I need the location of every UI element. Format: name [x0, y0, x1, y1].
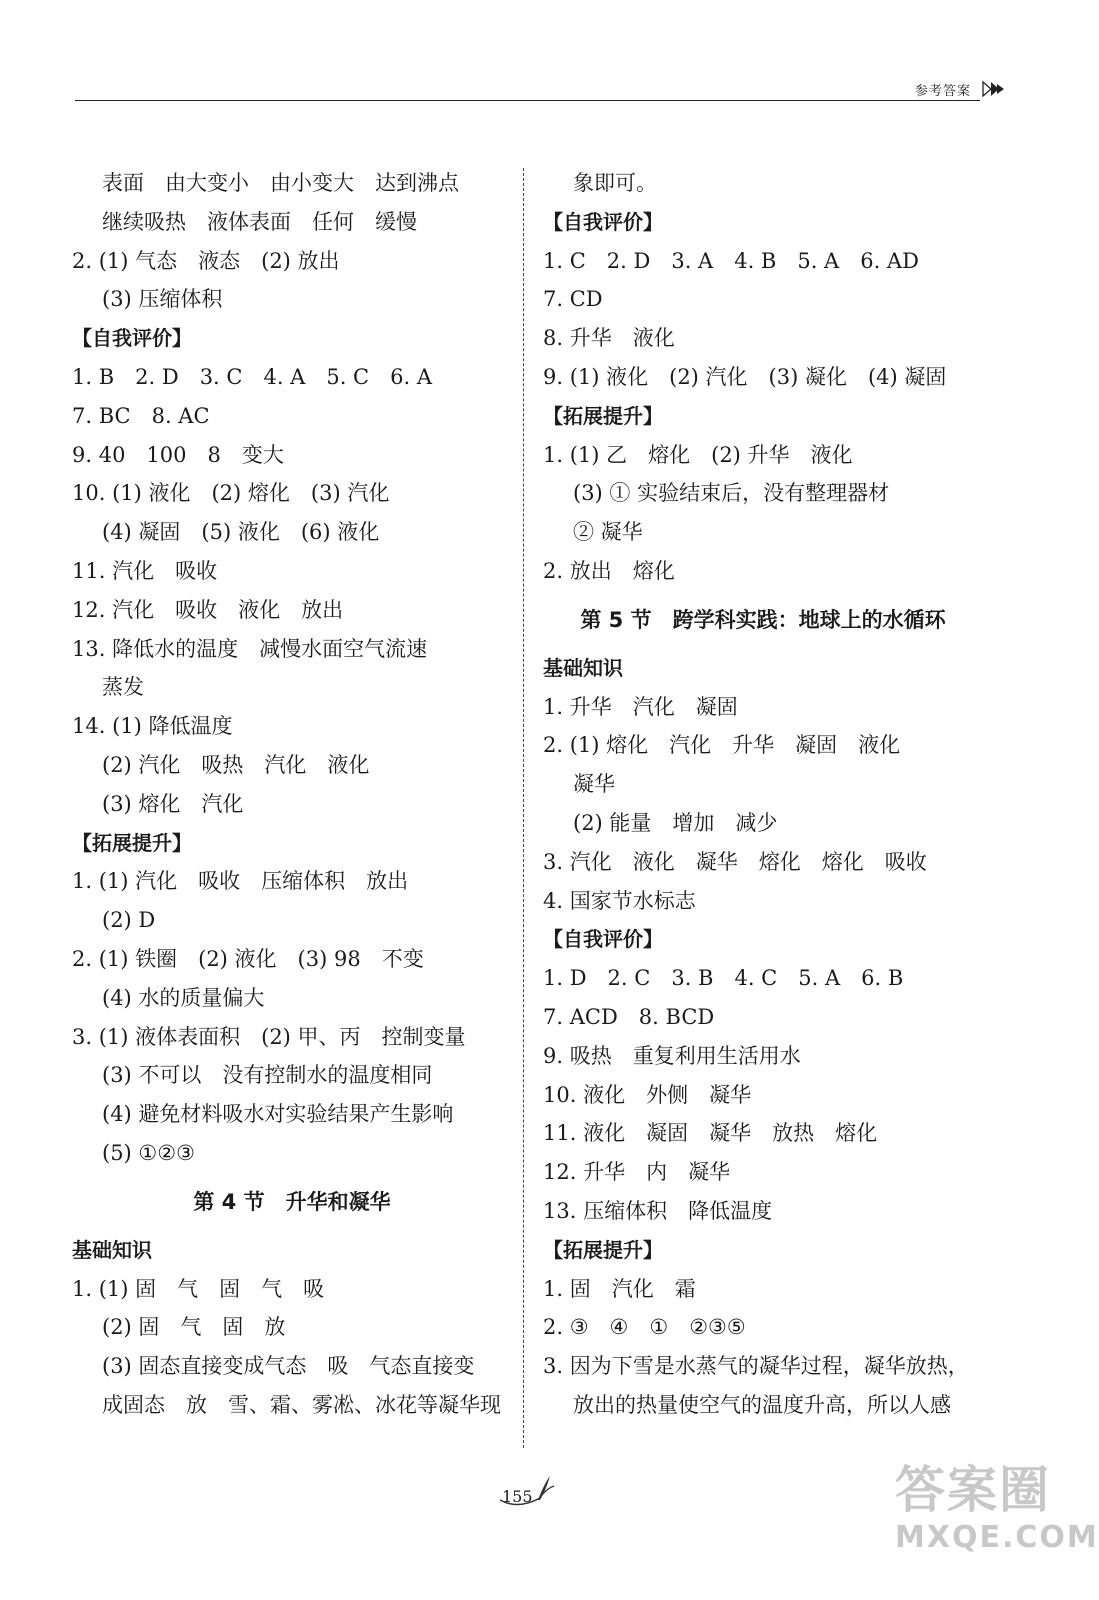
answer-line: 9. 40 100 8 变大 — [72, 442, 284, 467]
answer-line: 蒸发 — [102, 675, 144, 700]
answer-line: (3) 熔化 汽化 — [102, 791, 244, 816]
answer-line: 2. 放出 熔化 — [543, 558, 675, 583]
watermark-text: 答案圈 — [895, 1461, 1051, 1519]
answer-line: 2. (1) 熔化 汽化 升华 凝固 液化 — [543, 733, 901, 758]
answer-line: 继续吸热 液体表面 任何 缓慢 — [102, 209, 417, 234]
category-heading: 【拓展提升】 — [543, 1237, 663, 1262]
header-rule — [75, 100, 980, 101]
answer-line: 10. (1) 液化 (2) 熔化 (3) 汽化 — [72, 481, 390, 506]
answer-line: 1. (1) 乙 熔化 (2) 升华 液化 — [543, 442, 853, 467]
answer-line: 1. 固 汽化 霜 — [543, 1276, 696, 1301]
answer-line: (2) D — [102, 908, 156, 933]
answer-line: 2. (1) 铁圈 (2) 液化 (3) 98 不变 — [72, 946, 424, 971]
answer-line: 12. 汽化 吸收 液化 放出 — [72, 597, 344, 622]
answer-line: 9. (1) 液化 (2) 汽化 (3) 凝化 (4) 凝固 — [543, 364, 947, 389]
answer-line: 表面 由大变小 由小变大 达到沸点 — [102, 171, 459, 195]
answer-line: (5) ①②③ — [102, 1140, 195, 1165]
answer-line: 1. B 2. D 3. C 4. A 5. C 6. A — [72, 364, 433, 389]
answer-line: 7. ACD 8. BCD — [543, 1004, 715, 1029]
answer-line: 4. 国家节水标志 — [543, 888, 696, 913]
answer-line: 9. 吸热 重复利用生活用水 — [543, 1043, 801, 1068]
triangle-arrows-icon — [982, 80, 1006, 102]
category-heading: 【自我评价】 — [543, 209, 663, 234]
answer-line: 1. D 2. C 3. B 4. C 5. A 6. B — [543, 966, 904, 991]
answer-line: 1. 升华 汽化 凝固 — [543, 694, 738, 719]
category-heading: 【自我评价】 — [72, 326, 192, 351]
answer-line: (2) 固 气 固 放 — [102, 1315, 286, 1340]
answer-line: 凝华 — [573, 772, 615, 797]
section-title: 第 5 节 跨学科实践：地球上的水循环 — [580, 607, 946, 632]
answer-line: ② 凝华 — [573, 520, 643, 545]
answer-line: (4) 避免材料吸水对实验结果产生影响 — [102, 1102, 454, 1127]
answer-line: (2) 能量 增加 减少 — [573, 810, 778, 835]
answer-line: 3. (1) 液体表面积 (2) 甲、丙 控制变量 — [72, 1024, 466, 1049]
answer-line: 7. CD — [543, 287, 603, 312]
answer-line: 12. 升华 内 凝华 — [543, 1160, 731, 1185]
section-title: 第 4 节 升华和凝华 — [193, 1189, 391, 1214]
watermark-url: MXQE.COM — [895, 1520, 1099, 1555]
page-number: 155 — [502, 1487, 533, 1506]
watermark-logo — [895, 1460, 1099, 1556]
header-title: 参考答案 — [915, 84, 972, 99]
answer-line: 放出的热量使空气的温度升高，所以人感 — [573, 1392, 951, 1417]
answer-line: 1. (1) 汽化 吸收 压缩体积 放出 — [72, 869, 409, 894]
answer-line: 11. 液化 凝固 凝华 放热 熔化 — [543, 1121, 878, 1146]
answer-line: (3) 固态直接变成气态 吸 气态直接变 — [102, 1354, 475, 1379]
answer-line: 1. (1) 固 气 固 气 吸 — [72, 1276, 325, 1301]
subsection-heading: 基础知识 — [543, 655, 623, 680]
answer-line: 8. 升华 液化 — [543, 326, 675, 351]
answer-line: 成固态 放 雪、霜、雾凇、冰花等凝华现 — [102, 1392, 501, 1417]
answer-line: 13. 降低水的温度 减慢水面空气流速 — [72, 636, 428, 661]
answer-line: (4) 凝固 (5) 液化 (6) 液化 — [102, 520, 380, 545]
answer-line: 3. 因为下雪是水蒸气的凝华过程，凝华放热， — [543, 1354, 969, 1379]
answer-line: 3. 汽化 液化 凝华 熔化 熔化 吸收 — [543, 849, 927, 874]
answer-line: (4) 水的质量偏大 — [102, 985, 265, 1010]
answer-line: 13. 压缩体积 降低温度 — [543, 1198, 773, 1223]
answer-line: (2) 汽化 吸热 汽化 液化 — [102, 752, 370, 777]
answer-line: 11. 汽化 吸收 — [72, 558, 218, 583]
answer-line: 10. 液化 外侧 凝华 — [543, 1082, 752, 1107]
answer-line: 2. ③ ④ ① ②③⑤ — [543, 1315, 746, 1340]
column-divider — [523, 168, 524, 1448]
answer-line: 7. BC 8. AC — [72, 403, 210, 428]
answer-line: 象即可。 — [573, 171, 657, 195]
left-column — [72, 164, 512, 1425]
answer-line: (3) 不可以 没有控制水的温度相同 — [102, 1063, 433, 1088]
category-heading: 【自我评价】 — [543, 927, 663, 952]
answer-line: (3) ① 实验结束后，没有整理器材 — [573, 481, 890, 506]
right-column — [543, 164, 983, 1425]
answer-line: 1. C 2. D 3. A 4. B 5. A 6. AD — [543, 248, 919, 273]
answer-line: 2. (1) 气态 液态 (2) 放出 — [72, 248, 340, 273]
subsection-heading: 基础知识 — [72, 1237, 152, 1262]
answer-line: 14. (1) 降低温度 — [72, 714, 233, 739]
category-heading: 【拓展提升】 — [543, 403, 663, 428]
answer-line: (3) 压缩体积 — [102, 287, 223, 312]
category-heading: 【拓展提升】 — [72, 830, 192, 855]
